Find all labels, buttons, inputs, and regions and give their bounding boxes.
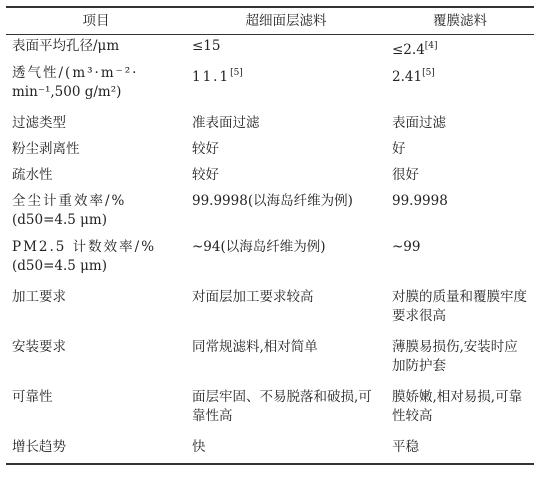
row-value-a	[186, 164, 386, 190]
row-item	[6, 336, 186, 386]
row-item-label: 安装要求	[12, 339, 66, 355]
row-value-a	[186, 190, 386, 236]
value-a: ~94(以海岛纤维为例)	[192, 239, 326, 255]
value-b: 好	[392, 141, 406, 157]
value-a: 快	[192, 439, 206, 455]
row-value-b	[386, 190, 534, 236]
row-value-b	[386, 386, 534, 436]
row-item-line2: (d50=4.5 μm)	[12, 258, 108, 274]
row-value-a	[186, 236, 386, 286]
row-value-b	[386, 112, 534, 138]
table-row	[6, 62, 534, 112]
table-row	[6, 164, 534, 190]
value-a: 较好	[192, 141, 219, 157]
value-b: 平稳	[392, 439, 419, 455]
row-value-a	[186, 35, 386, 63]
header-ultrafine-surface-media: 超细面层滤料	[186, 7, 386, 35]
row-value-b	[386, 236, 534, 286]
row-value-a	[186, 62, 386, 112]
row-value-a	[186, 436, 386, 464]
row-item	[6, 35, 186, 63]
row-item-line1: 全尘计重效率/%	[12, 193, 127, 209]
row-item	[6, 190, 186, 236]
value-a: 较好	[192, 167, 219, 183]
row-item-line1: 透气性/(m³·m⁻²·	[12, 65, 139, 81]
citation: [5]	[422, 68, 435, 78]
value-b: 对膜的质量和覆膜牢度要求很高	[392, 289, 527, 324]
value-a: 对面层加工要求较高	[192, 289, 314, 305]
table-row	[6, 138, 534, 164]
value-a: 同常规滤料,相对简单	[192, 339, 318, 355]
row-item	[6, 164, 186, 190]
row-value-b	[386, 164, 534, 190]
table-row	[6, 286, 534, 336]
row-item-label: 疏水性	[12, 167, 53, 183]
table-row	[6, 112, 534, 138]
header-item: 项目	[6, 7, 186, 35]
row-item-line2: (d50=4.5 μm)	[12, 212, 108, 228]
header-membrane-media: 覆膜滤料	[386, 7, 534, 35]
value-b: ≤2.4	[392, 42, 425, 58]
row-item	[6, 138, 186, 164]
value-b: ~99	[392, 239, 421, 255]
table-row	[6, 336, 534, 386]
row-item	[6, 436, 186, 464]
table-row	[6, 190, 534, 236]
row-value-a	[186, 386, 386, 436]
row-item-label: 表面平均孔径/μm	[12, 38, 120, 54]
row-item-label: 过滤类型	[12, 115, 66, 131]
row-item-label: 粉尘剥离性	[12, 141, 80, 157]
row-item-label: 可靠性	[12, 389, 53, 405]
value-b: 很好	[392, 167, 419, 183]
row-item-label: 加工要求	[12, 289, 66, 305]
table-row	[6, 436, 534, 464]
citation: [5]	[230, 68, 243, 78]
table-row	[6, 35, 534, 63]
value-a: 11.1	[192, 69, 231, 85]
table-row	[6, 236, 534, 286]
row-value-b	[386, 286, 534, 336]
row-value-a	[186, 286, 386, 336]
value-a: 面层牢固、不易脱落和破损,可靠性高	[192, 389, 372, 424]
table-header-row	[6, 7, 534, 35]
row-value-b	[386, 35, 534, 63]
row-item	[6, 386, 186, 436]
value-b: 99.9998	[392, 193, 448, 209]
row-value-b	[386, 62, 534, 112]
row-value-a	[186, 112, 386, 138]
row-item	[6, 112, 186, 138]
row-item-label: 增长趋势	[12, 439, 66, 455]
row-item-line1: PM2.5 计数效率/%	[12, 239, 157, 255]
row-item-line2: min⁻¹,500 g/m²)	[12, 84, 122, 100]
table-row	[6, 386, 534, 436]
row-item	[6, 286, 186, 336]
comparison-table	[6, 6, 534, 465]
row-value-a	[186, 138, 386, 164]
value-a: 准表面过滤	[192, 115, 260, 131]
value-a: 99.9998(以海岛纤维为例)	[192, 193, 353, 209]
row-value-b	[386, 138, 534, 164]
row-value-b	[386, 436, 534, 464]
value-b: 2.41	[392, 69, 423, 85]
value-a: ≤15	[192, 38, 221, 54]
row-value-a	[186, 336, 386, 386]
value-b: 膜娇嫩,相对易损,可靠性较高	[392, 389, 523, 424]
row-value-b	[386, 336, 534, 386]
row-item	[6, 236, 186, 286]
row-item	[6, 62, 186, 112]
value-b: 表面过滤	[392, 115, 446, 131]
value-b: 薄膜易损伤,安装时应加防护套	[392, 339, 518, 374]
citation: [4]	[424, 41, 438, 51]
